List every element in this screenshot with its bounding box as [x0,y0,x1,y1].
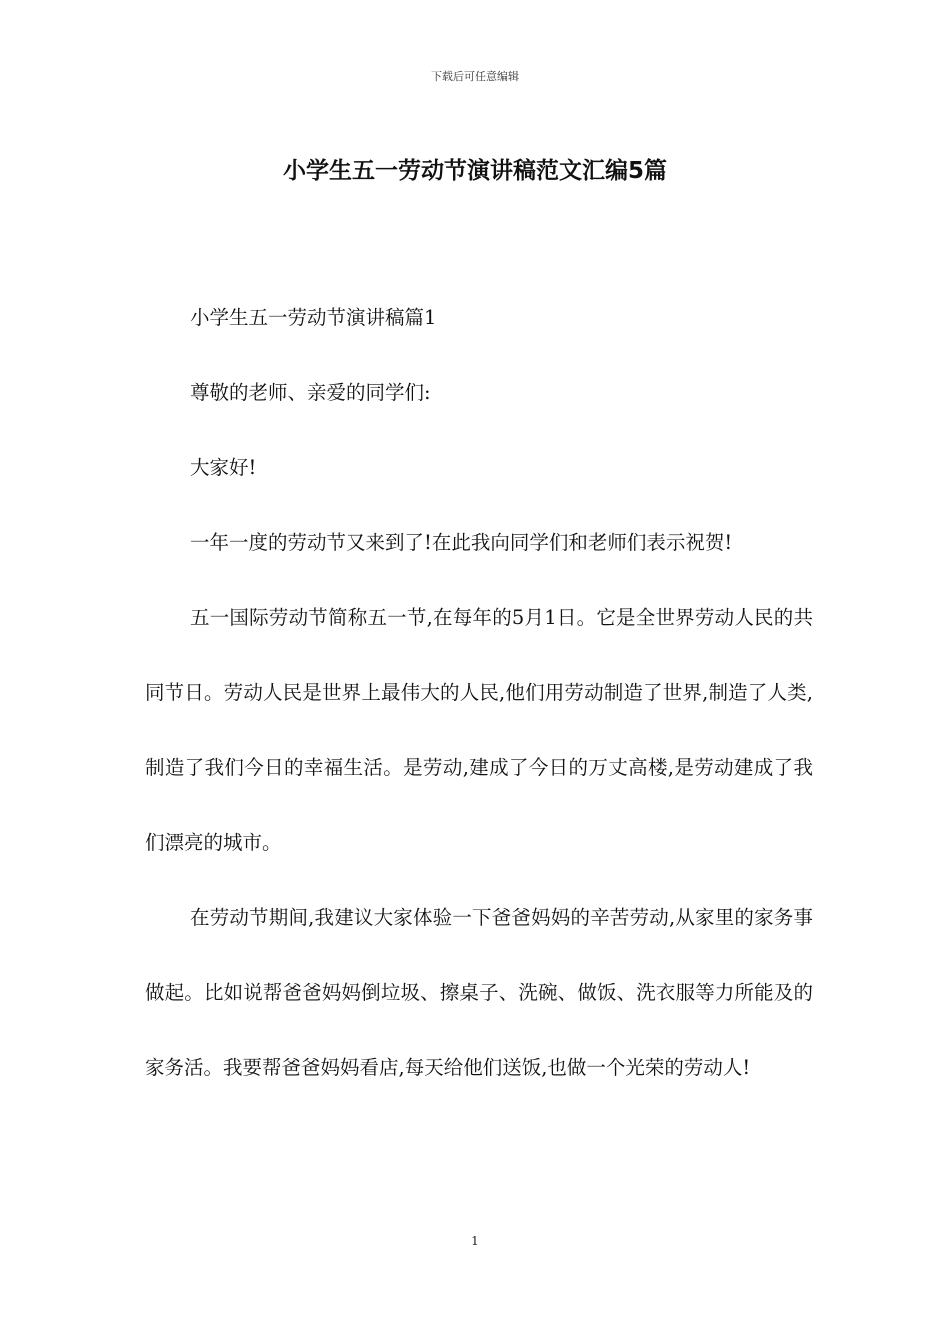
greeting: 大家好! [190,456,257,479]
paragraph-3: 在劳动节期间,我建议大家体验一下爸爸妈妈的辛苦劳动,从家里的家务事做起。比如说帮爸爸妈妈倒垃圾、擦桌子、洗碗、做饭、洗衣服等力所能及的家务活。我要帮爸爸妈妈看店,每天给他们送饭,也做一个光荣的劳动人! [145,906,813,1079]
paragraph-1: 一年一度的劳动节又来到了!在此我向同学们和老师们表示祝贺! [190,531,733,554]
page-number: 1 [471,1234,479,1248]
header-note: 下载后可任意编辑 [431,70,519,83]
document-body [145,280,813,1105]
document-title: 小学生五一劳动节演讲稿范文汇编5篇 [282,158,667,184]
paragraph-2: 五一国际劳动节简称五一节,在每年的5月1日。它是全世界劳动人民的共同节日。劳动人民是世界上最伟大的人民,他们用劳动制造了世界,制造了人类,制造了我们今日的幸福生活。是劳动,建成了今日的万丈高楼,是劳动建成了我们漂亮的城市。 [145,606,813,854]
section-heading: 小学生五一劳动节演讲稿篇1 [190,306,437,329]
salutation: 尊敬的老师、亲爱的同学们: [190,381,431,404]
